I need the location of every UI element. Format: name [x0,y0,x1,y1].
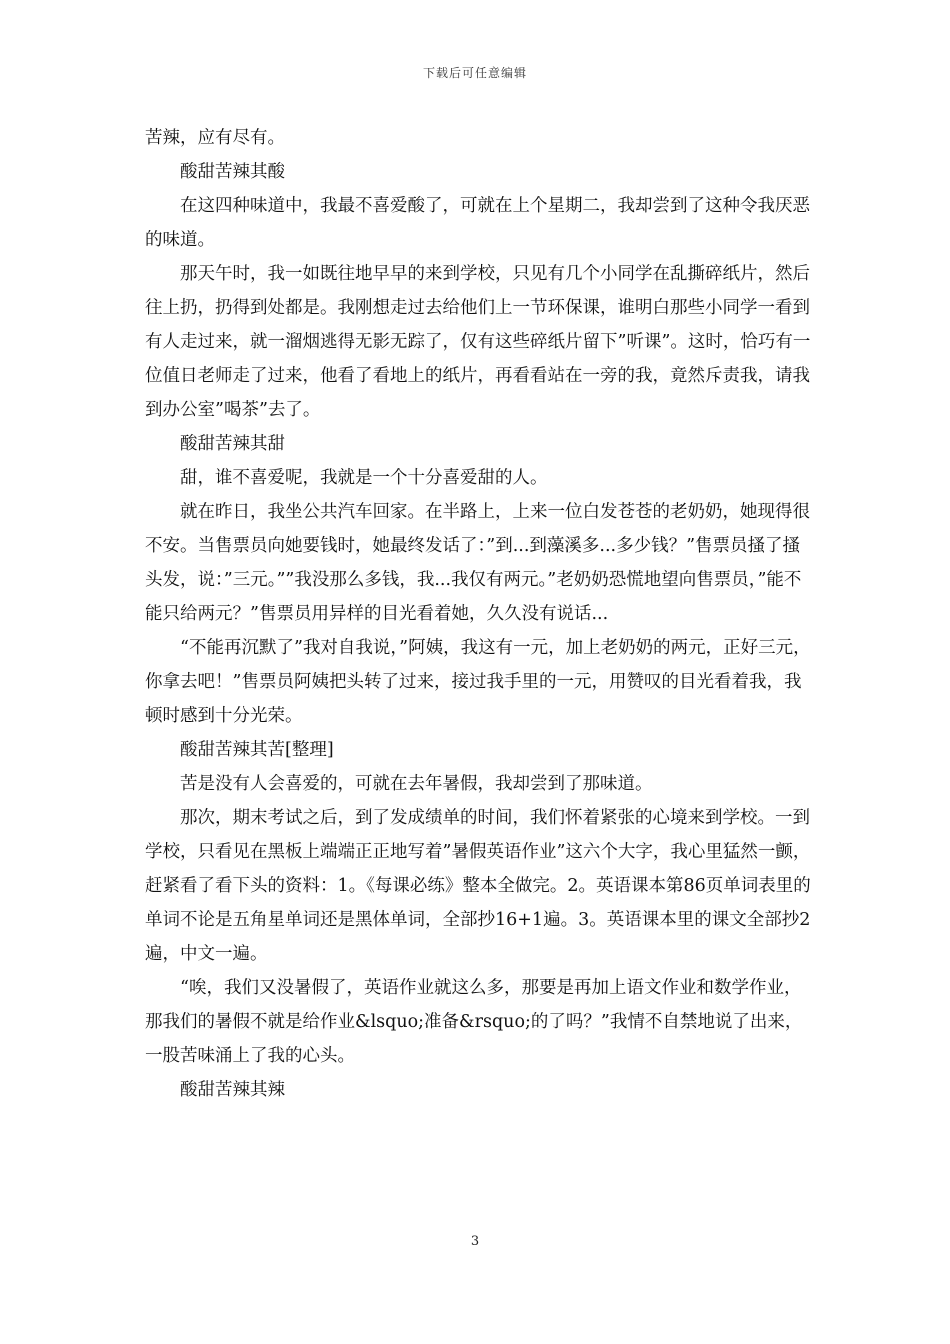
paragraph: 甜，谁不喜爱呢，我就是一个十分喜爱甜的人。 [180,468,548,488]
paragraph: 那天午时，我一如既往地早早的来到学校，只见有几个小同学在乱撕碎纸片，然后往上扔，扔得到处都是。我刚想走过去给他们上一节环保课，谁明白那些小同学一看到有人走过来，就一溜烟逃得无影无踪了，仅有这些碎纸片留下”听课”。这时，恰巧有一位值日老师走了过来，他看了看地上的纸片，再看看站在一旁的我，竟然斥责我，请我到办公室”喝茶”去了。 [145,264,811,420]
section-heading-sweet: 酸甜苦辣其甜 [180,434,285,454]
paragraph: 那次，期末考试之后，到了发成绩单的时间，我们怀着紧张的心境来到学校。一到学校，只看见在黑板上端端正正地写着”暑假英语作业”这六个大字，我心里猛然一颤，赶紧看了看下头的资料：1。《每课必练》整本全做完。2。英语课本第86页单词表里的单词不论是五角星单词还是黑体单词，全部抄16+1遍。3。英语课本里的课文全部抄2遍，中文一遍。 [145,808,811,964]
page-number: 3 [470,1234,480,1249]
document-body [145,121,813,1107]
paragraph: 在这四种味道中，我最不喜爱酸了，可就在上个星期二，我却尝到了这种令我厌恶的味道。 [145,196,810,250]
section-heading-sour: 酸甜苦辣其酸 [180,162,285,182]
paragraph: 苦是没有人会喜爱的，可就在去年暑假，我却尝到了那味道。 [180,774,653,794]
paragraph: “唉，我们又没暑假了，英语作业就这么多，那要是再加上语文作业和数学作业，那我们的暑假不就是给作业&lsquo;准备&rsquo;的了吗？”我情不自禁地说了出来，一股苦味涌上了我的心头。 [145,978,803,1066]
section-heading-bitter: 酸甜苦辣其苦[整理] [180,740,334,760]
section-heading-spicy: 酸甜苦辣其辣 [180,1080,285,1100]
paragraph-continuation: 苦辣，应有尽有。 [145,128,285,148]
page-header: 下载后可任意编辑 [422,66,527,80]
paragraph: “不能再沉默了”我对自我说，”阿姨，我这有一元，加上老奶奶的两元，正好三元，你拿去吧！”售票员阿姨把头转了过来，接过我手里的一元，用赞叹的目光看着我，我顿时感到十分光荣。 [145,638,811,726]
paragraph: 就在昨日，我坐公共汽车回家。在半路上，上来一位白发苍苍的老奶奶，她现得很不安。当售票员向她要钱时，她最终发话了：”到...到藻溪多...多少钱？”售票员搔了搔头发，说：”三元。””我没那么多钱，我...我仅有两元。”老奶奶恐慌地望向售票员，”能不能只给两元？”售票员用异样的目光看着她，久久没有说话... [145,502,810,624]
